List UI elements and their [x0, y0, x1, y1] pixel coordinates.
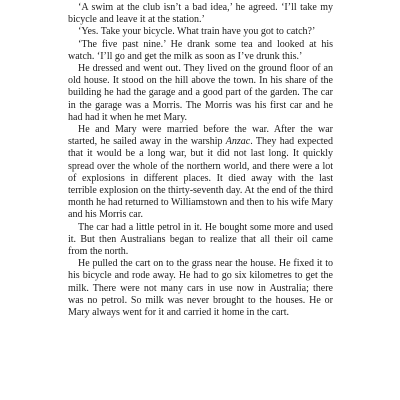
paragraph-text: He and Mary were married before the war. After the war started, he sailed away in the warship [68, 124, 333, 148]
paragraph-text: He dressed and went out. They lived on the ground floor of an old house. It stood on the hill above the town. In his share of the building he had the garage and a good part of the garden. The car in the garage was a Morris. The Morris was his first car and he had had it when he met Mary. [68, 63, 333, 123]
ship-name: Anzac [225, 136, 251, 148]
paragraph-text: . They had expected that it would be a long war, but it did not last long. It quickly spread over the whole of the northern world, and there were a lot of explosions in different places. It died away with the last terrible explosion on the thirty-seventh day. At the end of the third month he had returned to Williamstown and then to his wife Mary and his Morris car. [68, 136, 333, 221]
paragraph-5 [68, 124, 333, 222]
paragraph-3 [68, 39, 333, 63]
paragraph-4 [68, 63, 333, 124]
paragraph-text: He pulled the cart on to the grass near the house. He fixed it to his bicycle and rode away. He had to go six kilometres to get the milk. There were not many cars in use now in Australia; there was no petrol. So milk was never brought to the houses. He or Mary always went for it and carried it home in the cart. [68, 258, 333, 319]
paragraph-1 [68, 2, 333, 26]
paragraph-2 [68, 26, 333, 38]
paragraph-text: The car had a little petrol in it. He bought some more and used it. But then Australians began to realize that all their oil came from the north. [68, 221, 333, 258]
paragraph-6 [68, 222, 333, 259]
paragraph-text: ‘A swim at the club isn’t a bad idea,’ he agreed. ‘I’ll take my bicycle and leave it at the station.’ [68, 2, 333, 26]
paragraph-text: ‘The five past nine.’ He drank some tea and looked at his watch. ‘I’ll go and get the milk as soon as I’ve drunk this.’ [68, 38, 333, 62]
paragraph-7 [68, 258, 333, 319]
paragraph-text: ‘Yes. Take your bicycle. What train have you got to catch?’ [78, 26, 316, 38]
book-page [68, 2, 333, 319]
